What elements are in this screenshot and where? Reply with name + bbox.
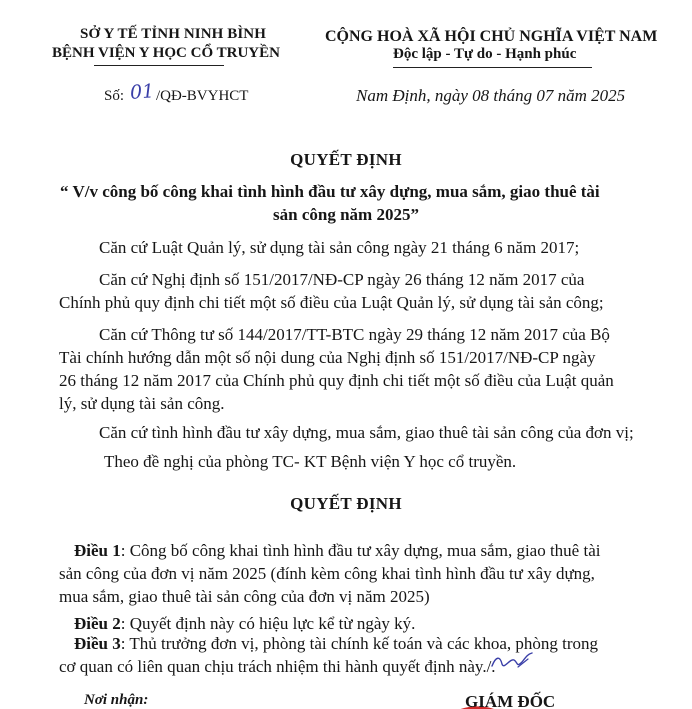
preamble-line: Căn cứ Luật Quản lý, sử dụng tài sản công ngày 21 tháng 6 năm 2017; [99, 238, 580, 257]
subject-line-2: sản công năm 2025” [273, 205, 419, 224]
preamble-line: Căn cứ Thông tư số 144/2017/TT-BTC ngày 29 tháng 12 năm 2017 của Bộ [99, 325, 610, 344]
department-name: SỞ Y TẾ TỈNH NINH BÌNH [80, 26, 267, 42]
handwritten-initials [488, 650, 538, 672]
article-3-text: : Thủ trưởng đơn vị, phòng tài chính kế toán và các khoa, phòng trong [120, 634, 599, 653]
article-3-label: Điều 3 [74, 634, 121, 653]
header-left-underline [94, 65, 224, 66]
document-number-prefix: Số: [104, 88, 125, 104]
article-1-line-3: mua sắm, giao thuê tài sản công của đơn vị năm 2025) [59, 587, 430, 606]
document-number-suffix: /QĐ-BVYHCT [155, 88, 249, 104]
subject-line-1: “ V/v công bố công khai tình hình đầu tư xây dựng, mua sắm, giao thuê tài [60, 182, 600, 201]
article-1-text: : Công bố công khai tình hình đầu tư xây dựng, mua sắm, giao thuê tài [120, 541, 601, 560]
document-title: QUYẾT ĐỊNH [290, 150, 402, 169]
national-title: CỘNG HOÀ XÃ HỘI CHỦ NGHĨA VIỆT NAM [325, 28, 658, 45]
document-number [104, 80, 249, 105]
national-motto: Độc lập - Tự do - Hạnh phúc [393, 46, 577, 62]
article-3-line-2: cơ quan có liên quan chịu trách nhiệm thi hành quyết định này./. [59, 657, 496, 676]
article-2-label: Điều 2 [74, 614, 121, 633]
header-right-underline [393, 67, 592, 68]
preamble-line: Căn cứ Nghị định số 151/2017/NĐ-CP ngày 26 tháng 12 năm 2017 của [99, 270, 585, 289]
hospital-name: BỆNH VIỆN Y HỌC CỔ TRUYỀN [52, 45, 280, 61]
preamble-line: Theo đề nghị của phòng TC- KT Bệnh viện Y học cổ truyền. [104, 452, 517, 471]
article-1-label: Điều 1 [74, 541, 121, 560]
article-2-text: : Quyết định này có hiệu lực kể từ ngày ký. [120, 614, 416, 633]
preamble-line: lý, sử dụng tài sản công. [59, 394, 225, 413]
recipients-label: Nơi nhận: [84, 692, 149, 708]
article-2 [74, 614, 415, 634]
article-1-line-1 [74, 541, 600, 561]
preamble-line: Chính phủ quy định chi tiết một số điều của Luật Quản lý, sử dụng tài sản công; [59, 293, 604, 312]
director-title: GIÁM ĐỐC [465, 692, 556, 709]
preamble-line: 26 tháng 12 năm 2017 của Chính phủ quy định chi tiết một số điều của Luật quản [59, 371, 614, 390]
decision-heading: QUYẾT ĐỊNH [290, 494, 402, 513]
preamble-line: Căn cứ tình hình đầu tư xây dựng, mua sắm, giao thuê tài sản công của đơn vị; [99, 423, 634, 442]
preamble-line: Tài chính hướng dẫn một số nội dung của Nghị định số 151/2017/NĐ-CP ngày [59, 348, 596, 367]
document-number-handwritten: 01 [129, 80, 155, 104]
place-and-date: Nam Định, ngày 08 tháng 07 năm 2025 [356, 86, 626, 105]
article-1-line-2: sản công của đơn vị năm 2025 (đính kèm công khai tình hình đầu tư xây dựng, [59, 564, 595, 583]
